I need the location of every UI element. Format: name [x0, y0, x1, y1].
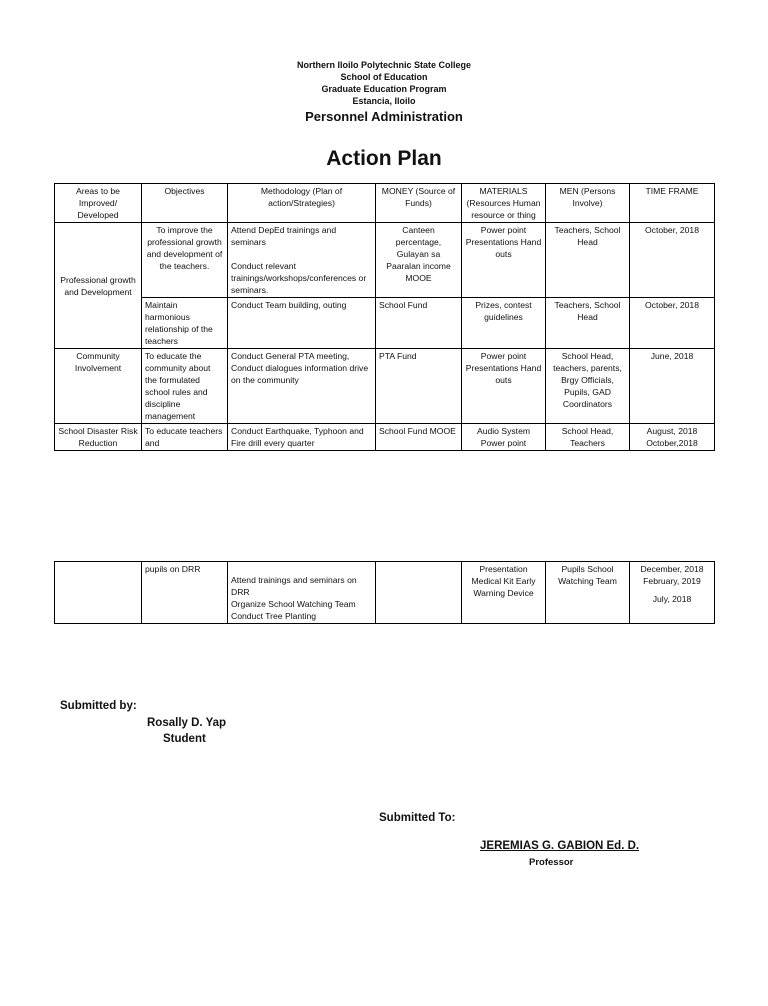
men-cell: Teachers, School Head: [546, 298, 630, 349]
methodology-item: Attend DepEd trainings and seminars: [231, 225, 337, 247]
objective-cell: pupils on DRR: [142, 562, 228, 624]
table-row: [55, 562, 715, 624]
action-plan-table-continued: [54, 561, 715, 624]
methodology-item: Attend trainings and seminars on DRR: [231, 575, 357, 597]
table-row: [55, 223, 715, 298]
materials-cell: Prizes, contest guidelines: [462, 298, 546, 349]
student-name: Rosally D. Yap: [147, 717, 227, 729]
money-cell: School Fund MOOE: [376, 424, 462, 451]
col-header-objectives: Objectives: [142, 184, 228, 223]
table-row: [55, 298, 715, 349]
money-cell: [376, 562, 462, 624]
professor-name: JEREMIAS G. GABION Ed. D.: [480, 840, 640, 852]
school-name: School of Education: [340, 72, 428, 82]
methodology-cell: [228, 223, 376, 298]
men-cell: School Head, Teachers: [546, 424, 630, 451]
col-header-time-frame: TIME FRAME: [630, 184, 715, 223]
methodology-cell: Conduct Team building, outing: [228, 298, 376, 349]
materials-cell: Power point Presentations Hand outs: [462, 349, 546, 424]
col-header-methodology: Methodology (Plan of action/Strategies): [228, 184, 376, 223]
objective-cell: To improve the professional growth and development of the teachers.: [142, 223, 228, 298]
time-frame-cell: October, 2018: [630, 298, 715, 349]
action-plan-table: [54, 183, 715, 451]
materials-cell: Presentation Medical Kit Early Warning Device: [462, 562, 546, 624]
professor-role: Professor: [529, 857, 574, 868]
money-cell: School Fund: [376, 298, 462, 349]
time-frame-cell: [630, 562, 715, 624]
men-cell: School Head, teachers, parents, Brgy Officials, Pupils, GAD Coordinators: [546, 349, 630, 424]
document-subtitle: Personnel Administration: [305, 109, 463, 124]
time-frame-cell: October, 2018: [630, 223, 715, 298]
methodology-cell: [228, 562, 376, 624]
col-header-men: MEN (Persons Involve): [546, 184, 630, 223]
men-cell: Teachers, School Head: [546, 223, 630, 298]
money-cell: Canteen percentage, Gulayan sa Paaralan income MOOE: [376, 223, 462, 298]
student-role: Student: [163, 733, 206, 745]
col-header-money: MONEY (Source of Funds): [376, 184, 462, 223]
methodology-cell: Conduct General PTA meeting, Conduct dialogues information drive on the community: [228, 349, 376, 424]
time-frame-item: December, 2018 February, 2019: [640, 564, 704, 586]
document-title: Action Plan: [326, 147, 442, 170]
money-cell: PTA Fund: [376, 349, 462, 424]
objective-cell: To educate the community about the formulated school rules and discipline management: [142, 349, 228, 424]
time-frame-cell: August, 2018 October,2018: [630, 424, 715, 451]
time-frame-cell: June, 2018: [630, 349, 715, 424]
table-row: [55, 424, 715, 451]
table-row: [55, 349, 715, 424]
location: Estancia, Iloilo: [352, 96, 416, 106]
methodology-item: Conduct Tree Planting: [231, 611, 317, 621]
table-header-row: [55, 184, 715, 223]
col-header-materials: MATERIALS (Resources Human resource or thing: [462, 184, 546, 223]
col-header-areas: Areas to be Improved/ Developed: [55, 184, 142, 223]
submitted-to-label: Submitted To:: [379, 812, 456, 824]
area-cell: Community Involvement: [55, 349, 142, 424]
time-frame-item: July, 2018: [652, 594, 692, 604]
objective-cell: To educate teachers and: [142, 424, 228, 451]
methodology-item: Organize School Watching Team: [231, 599, 356, 609]
objective-cell: Maintain harmonious relationship of the teachers: [142, 298, 228, 349]
submitted-by-label: Submitted by:: [60, 700, 137, 712]
methodology-item: Conduct relevant trainings/workshops/conferences or seminars.: [231, 261, 367, 295]
area-cell: [55, 562, 142, 624]
college-name: Northern Iloilo Polytechnic State College: [296, 60, 472, 70]
area-cell: Professional growth and Development: [55, 223, 142, 349]
program-name: Graduate Education Program: [321, 84, 447, 94]
area-cell: School Disaster Risk Reduction: [55, 424, 142, 451]
materials-cell: Power point Presentations Hand outs: [462, 223, 546, 298]
materials-cell: Audio System Power point: [462, 424, 546, 451]
methodology-cell: Conduct Earthquake, Typhoon and Fire drill every quarter: [228, 424, 376, 451]
men-cell: Pupils School Watching Team: [546, 562, 630, 624]
